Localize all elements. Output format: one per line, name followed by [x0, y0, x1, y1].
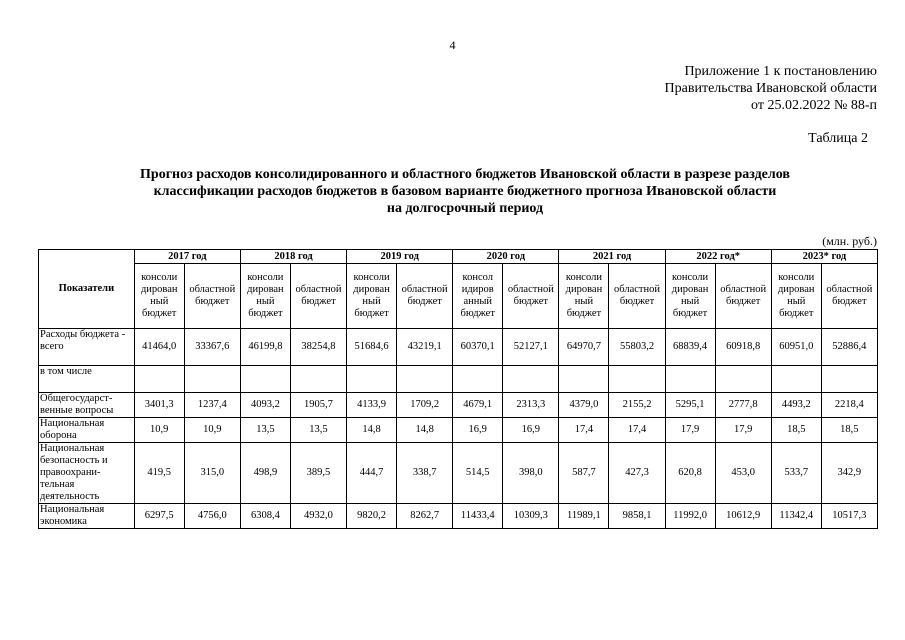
value-cell: 6308,4 — [240, 504, 290, 529]
value-cell: 46199,8 — [240, 329, 290, 366]
value-cell: 4932,0 — [290, 504, 346, 529]
value-cell: 52886,4 — [821, 329, 877, 366]
value-cell: 14,8 — [397, 418, 453, 443]
value-cell: 9820,2 — [347, 504, 397, 529]
title-line-1: Прогноз расходов консолидированного и областного бюджетов Ивановской области в разрезе разделов — [140, 167, 790, 182]
value-cell: 5295,1 — [665, 393, 715, 418]
value-cell: 342,9 — [821, 443, 877, 504]
value-cell: 427,3 — [609, 443, 665, 504]
value-cell — [609, 366, 665, 393]
units-label: (млн. руб.) — [822, 234, 877, 248]
budget-type-header: консоли дирован ный бюджет — [134, 264, 184, 329]
table-row — [39, 329, 878, 366]
value-cell: 55803,2 — [609, 329, 665, 366]
row-label: Расходы бюджета - всего — [39, 329, 135, 366]
value-cell: 4093,2 — [240, 393, 290, 418]
row-label: Национальная безопасность и правоохрани-тельная деятельность — [39, 443, 135, 504]
table-row — [39, 393, 878, 418]
year-header: 2017 год — [134, 250, 240, 264]
value-cell: 2313,3 — [503, 393, 559, 418]
title-line-3: на долгосрочный период — [386, 201, 544, 216]
value-cell: 4133,9 — [347, 393, 397, 418]
value-cell: 10612,9 — [715, 504, 771, 529]
value-cell: 41464,0 — [134, 329, 184, 366]
year-header-row — [39, 250, 878, 264]
value-cell — [240, 366, 290, 393]
value-cell: 10,9 — [184, 418, 240, 443]
value-cell: 514,5 — [453, 443, 503, 504]
budget-type-header: консоли дирован ный бюджет — [665, 264, 715, 329]
value-cell: 2777,8 — [715, 393, 771, 418]
value-cell: 4679,1 — [453, 393, 503, 418]
value-cell: 1237,4 — [184, 393, 240, 418]
year-header: 2023* год — [771, 250, 877, 264]
row-label: Национальная оборона — [39, 418, 135, 443]
budget-type-header: областной бюджет — [821, 264, 877, 329]
value-cell — [771, 366, 821, 393]
value-cell: 8262,7 — [397, 504, 453, 529]
value-cell: 11433,4 — [453, 504, 503, 529]
appendix-line-1: Приложение 1 к постановлению — [684, 64, 877, 79]
value-cell: 9858,1 — [609, 504, 665, 529]
value-cell: 13,5 — [290, 418, 346, 443]
value-cell: 4756,0 — [184, 504, 240, 529]
value-cell — [665, 366, 715, 393]
value-cell: 533,7 — [771, 443, 821, 504]
value-cell: 14,8 — [347, 418, 397, 443]
value-cell: 16,9 — [453, 418, 503, 443]
page-number: 4 — [449, 38, 456, 52]
budget-type-header: консоли дирован ный бюджет — [347, 264, 397, 329]
value-cell: 11342,4 — [771, 504, 821, 529]
budget-type-header: областной бюджет — [290, 264, 346, 329]
year-header: 2019 год — [347, 250, 453, 264]
value-cell: 33367,6 — [184, 329, 240, 366]
year-header: 2021 год — [559, 250, 665, 264]
value-cell: 10,9 — [134, 418, 184, 443]
value-cell: 389,5 — [290, 443, 346, 504]
value-cell: 444,7 — [347, 443, 397, 504]
value-cell — [503, 366, 559, 393]
value-cell: 1709,2 — [397, 393, 453, 418]
budget-type-header: областной бюджет — [397, 264, 453, 329]
value-cell: 38254,8 — [290, 329, 346, 366]
value-cell — [715, 366, 771, 393]
value-cell — [397, 366, 453, 393]
budget-type-header: областной бюджет — [609, 264, 665, 329]
value-cell — [290, 366, 346, 393]
value-cell: 18,5 — [771, 418, 821, 443]
budget-type-header-row — [39, 264, 878, 329]
value-cell: 587,7 — [559, 443, 609, 504]
row-label: Общегосударст-венные вопросы — [39, 393, 135, 418]
value-cell: 4379,0 — [559, 393, 609, 418]
value-cell: 17,9 — [665, 418, 715, 443]
budget-type-header: областной бюджет — [715, 264, 771, 329]
value-cell: 17,4 — [609, 418, 665, 443]
value-cell: 419,5 — [134, 443, 184, 504]
year-header: 2022 год* — [665, 250, 771, 264]
value-cell: 60370,1 — [453, 329, 503, 366]
document-title — [60, 166, 870, 217]
budget-forecast-table — [38, 249, 878, 529]
value-cell — [821, 366, 877, 393]
value-cell: 453,0 — [715, 443, 771, 504]
budget-type-header: консол идиров анный бюджет — [453, 264, 503, 329]
value-cell: 338,7 — [397, 443, 453, 504]
value-cell: 2155,2 — [609, 393, 665, 418]
value-cell: 11992,0 — [665, 504, 715, 529]
year-header: 2018 год — [240, 250, 346, 264]
value-cell: 11989,1 — [559, 504, 609, 529]
value-cell: 10309,3 — [503, 504, 559, 529]
value-cell: 4493,2 — [771, 393, 821, 418]
value-cell — [453, 366, 503, 393]
value-cell: 43219,1 — [397, 329, 453, 366]
value-cell: 64970,7 — [559, 329, 609, 366]
budget-type-header: консоли дирован ный бюджет — [559, 264, 609, 329]
year-header: 2020 год — [453, 250, 559, 264]
table-label: Таблица 2 — [808, 131, 868, 146]
value-cell: 18,5 — [821, 418, 877, 443]
value-cell: 1905,7 — [290, 393, 346, 418]
title-line-2: классификации расходов бюджетов в базовом варианте бюджетного прогноза Ивановской области — [153, 184, 777, 199]
value-cell: 6297,5 — [134, 504, 184, 529]
table-row — [39, 443, 878, 504]
value-cell: 498,9 — [240, 443, 290, 504]
value-cell: 60951,0 — [771, 329, 821, 366]
value-cell: 60918,8 — [715, 329, 771, 366]
value-cell: 13,5 — [240, 418, 290, 443]
table-row — [39, 418, 878, 443]
value-cell: 620,8 — [665, 443, 715, 504]
table-row — [39, 366, 878, 393]
indicator-header: Показатели — [39, 250, 135, 329]
value-cell: 17,4 — [559, 418, 609, 443]
row-label: в том числе — [39, 366, 135, 393]
value-cell: 315,0 — [184, 443, 240, 504]
value-cell — [184, 366, 240, 393]
value-cell: 398,0 — [503, 443, 559, 504]
value-cell: 17,9 — [715, 418, 771, 443]
value-cell: 2218,4 — [821, 393, 877, 418]
value-cell: 68839,4 — [665, 329, 715, 366]
budget-type-header: областной бюджет — [184, 264, 240, 329]
appendix-line-2: Правительства Ивановской области — [664, 81, 877, 96]
row-label: Национальная экономика — [39, 504, 135, 529]
appendix-line-3: от 25.02.2022 № 88-п — [751, 98, 877, 113]
value-cell: 3401,3 — [134, 393, 184, 418]
table-row — [39, 504, 878, 529]
budget-type-header: областной бюджет — [503, 264, 559, 329]
value-cell — [134, 366, 184, 393]
value-cell: 16,9 — [503, 418, 559, 443]
value-cell — [347, 366, 397, 393]
value-cell — [559, 366, 609, 393]
appendix-reference — [665, 63, 877, 114]
budget-type-header: консоли дирован ный бюджет — [240, 264, 290, 329]
value-cell: 52127,1 — [503, 329, 559, 366]
budget-type-header: консоли дирован ный бюджет — [771, 264, 821, 329]
value-cell: 10517,3 — [821, 504, 877, 529]
value-cell: 51684,6 — [347, 329, 397, 366]
